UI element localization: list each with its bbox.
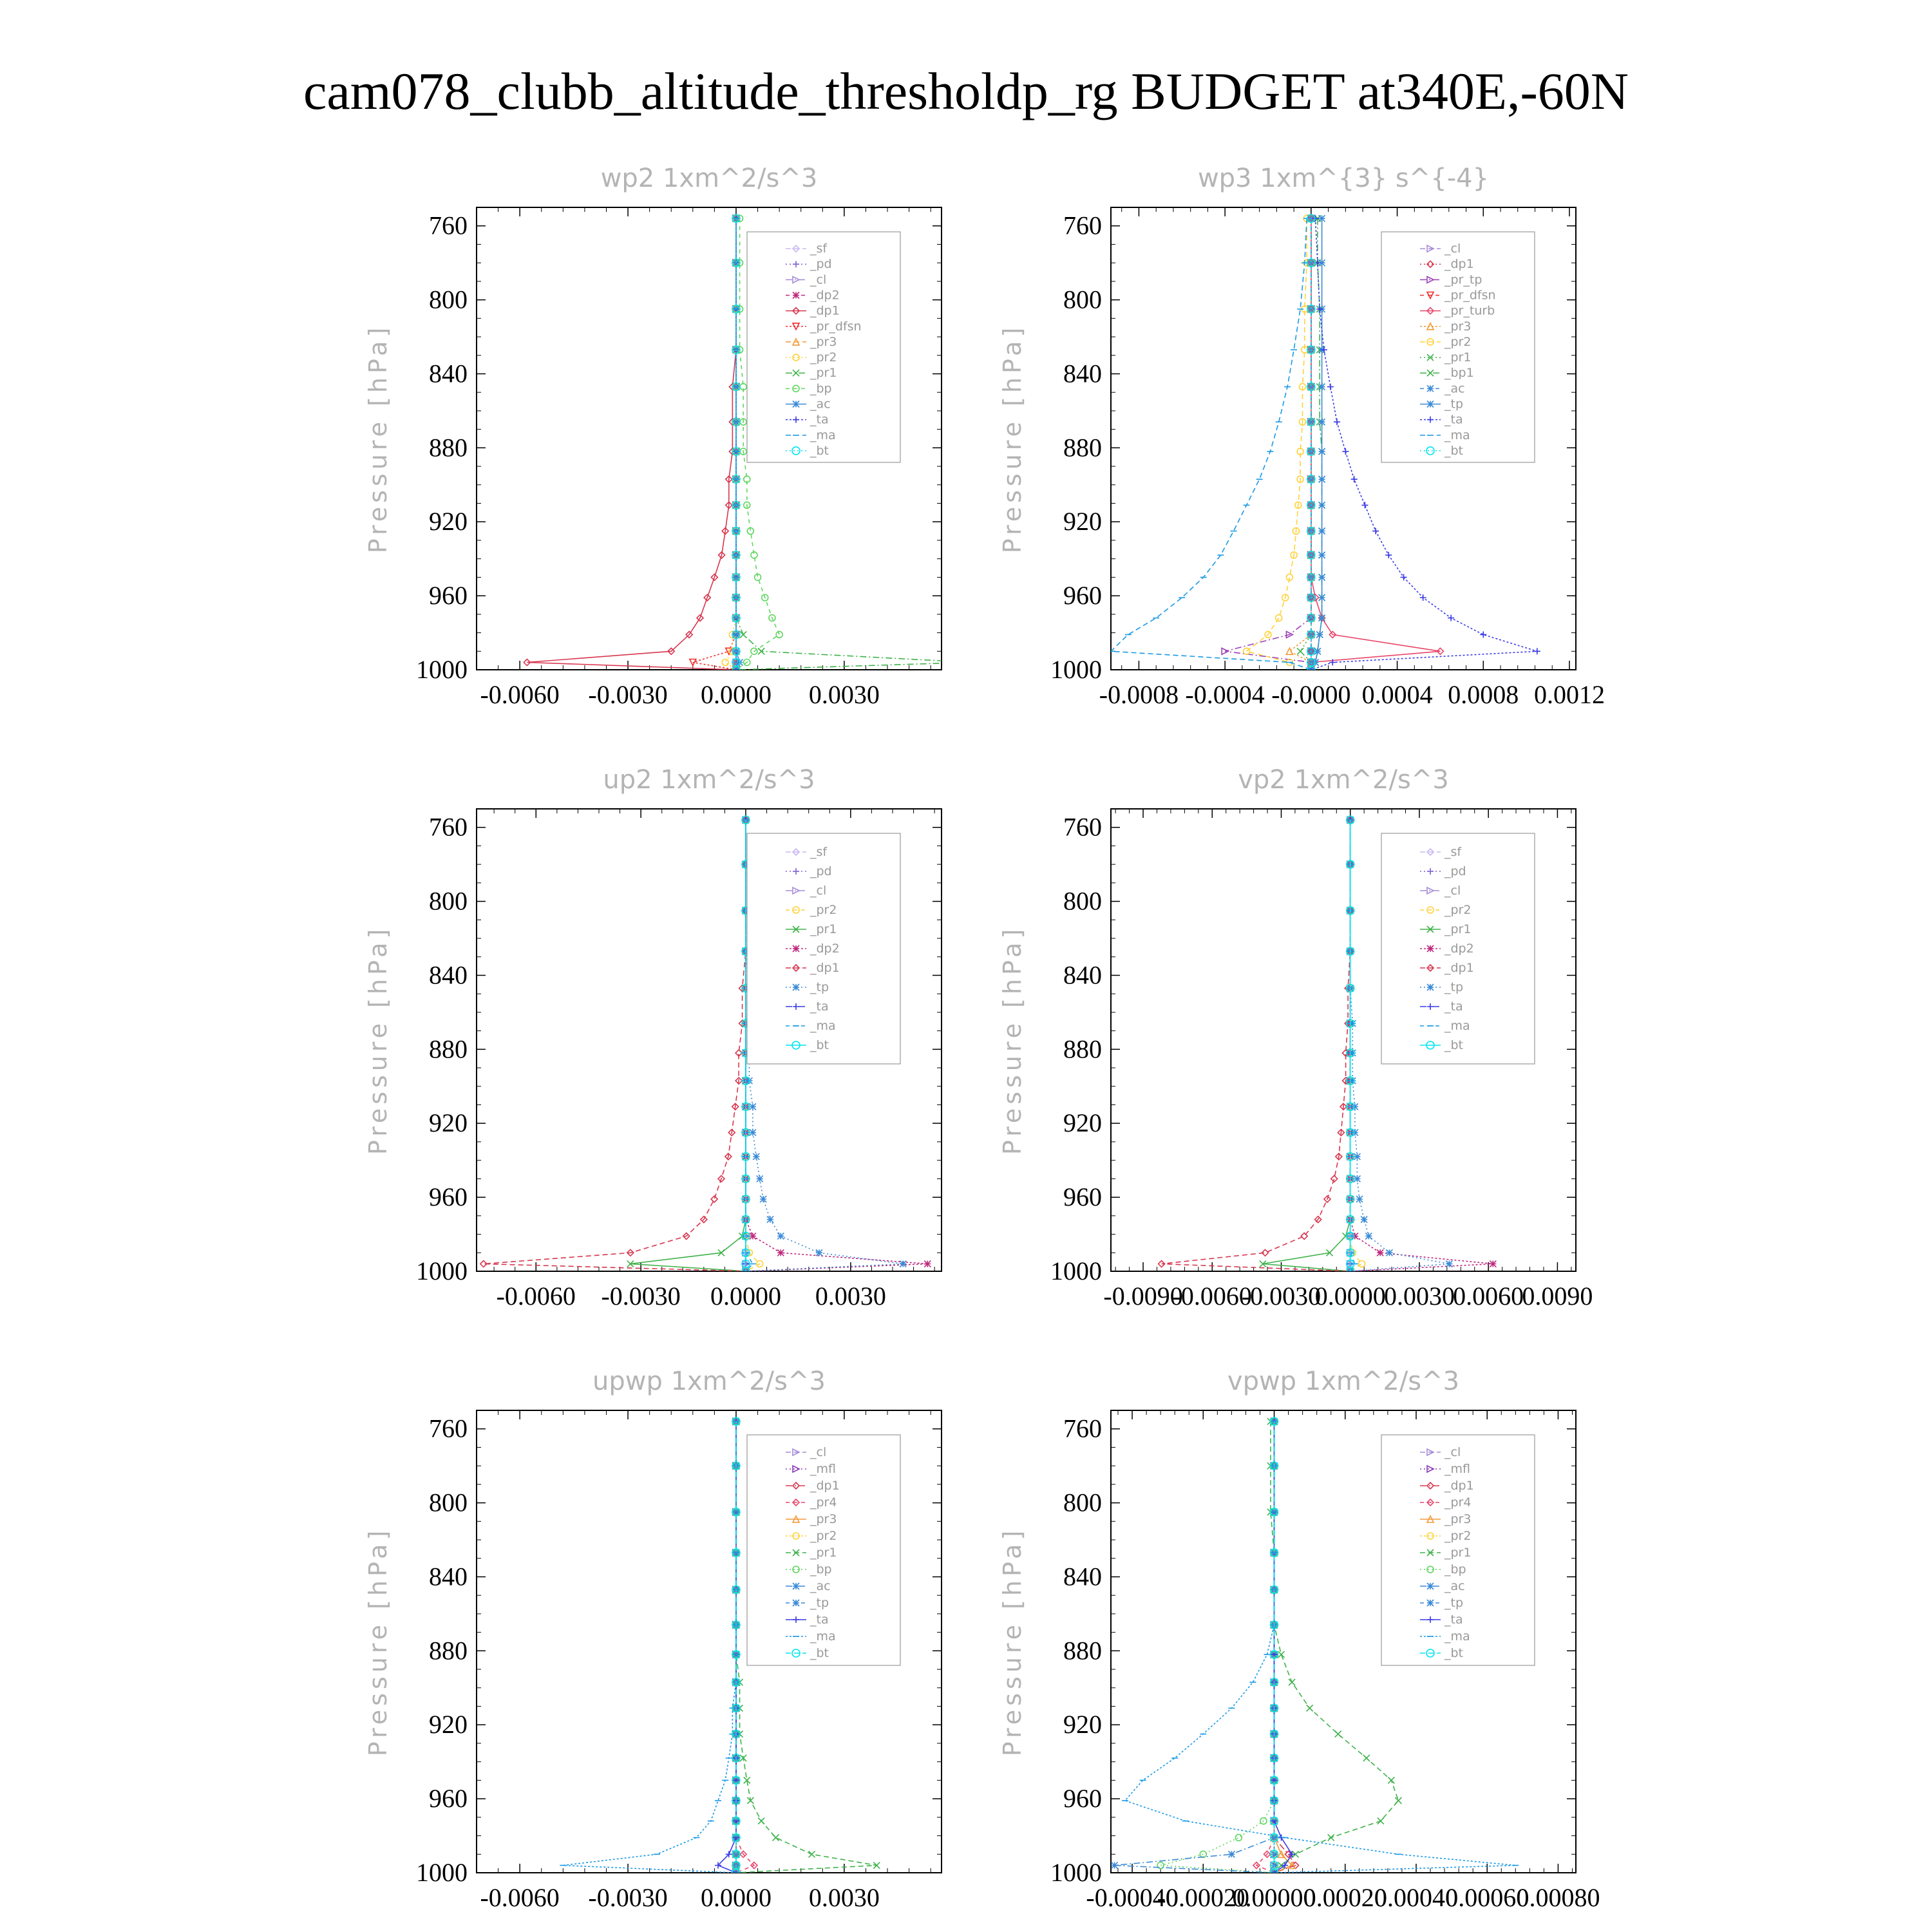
- legend-label: _cl: [1444, 1445, 1461, 1459]
- y-tick-label: 880: [1063, 1034, 1102, 1064]
- y-tick-label: 1000: [416, 655, 468, 684]
- legend-label: _pr2: [1444, 1529, 1472, 1543]
- x-tick-label: -0.0030: [588, 680, 668, 709]
- data-point: [776, 631, 782, 638]
- data-point: [711, 1196, 717, 1202]
- y-tick-label: 920: [1063, 507, 1102, 536]
- series-line-ta: [718, 1421, 736, 1873]
- y-tick-label: 840: [429, 960, 468, 990]
- x-tick-label: -0.0030: [588, 1883, 668, 1912]
- legend: [1381, 232, 1535, 462]
- x-tick-label: -0.0030: [601, 1282, 681, 1311]
- y-tick-label: 880: [429, 1034, 468, 1064]
- legend-label: _ma: [810, 428, 836, 442]
- y-axis-label: Pressure [hPa]: [998, 1526, 1027, 1757]
- legend-label: _pd: [810, 864, 832, 878]
- y-tick-label: 760: [429, 211, 468, 240]
- data-point: [777, 1249, 784, 1256]
- data-point: [760, 1196, 766, 1202]
- y-tick-label: 800: [1063, 285, 1102, 314]
- y-tick-label: 1000: [1050, 1256, 1102, 1285]
- y-axis-label: Pressure [hPa]: [364, 925, 392, 1155]
- y-tick-label: 1000: [1050, 1858, 1102, 1887]
- data-point: [809, 1851, 815, 1857]
- y-axis-label: Pressure [hPa]: [998, 323, 1027, 554]
- legend-label: _ac: [810, 397, 831, 412]
- data-point: [1319, 502, 1325, 508]
- y-tick-label: 760: [1063, 812, 1102, 842]
- series-line-ta: [1274, 1421, 1293, 1873]
- legend-label: _cl: [810, 884, 827, 898]
- y-tick-label: 840: [1063, 960, 1102, 990]
- panel-title: up2 1xm^2/s^3: [603, 765, 815, 795]
- data-point: [1385, 552, 1392, 558]
- legend-marker: [793, 292, 799, 299]
- data-point: [1327, 384, 1334, 390]
- data-point: [750, 1233, 756, 1239]
- legend-label: _pr1: [1444, 1546, 1472, 1560]
- y-tick-label: 920: [429, 1108, 468, 1138]
- data-point: [1377, 1249, 1383, 1256]
- panel-3: [364, 765, 942, 1311]
- data-point: [1446, 1261, 1452, 1267]
- legend-label: _dp2: [810, 942, 840, 956]
- legend-label: _bp: [1444, 1562, 1466, 1577]
- legend-marker: [793, 1600, 799, 1606]
- legend-label: _pr2: [810, 1529, 837, 1543]
- data-point: [1401, 574, 1407, 580]
- series-line-pr1: [1271, 1421, 1398, 1873]
- data-point: [740, 631, 746, 638]
- legend: [1381, 833, 1535, 1064]
- data-point: [1286, 648, 1293, 654]
- legend-label: _ma: [1444, 428, 1470, 442]
- data-point: [1319, 476, 1325, 482]
- x-tick-label: -0.0060: [1172, 1282, 1252, 1311]
- legend-label: _bt: [810, 1646, 829, 1660]
- data-point: [1278, 1651, 1285, 1658]
- legend-label: _cl: [1444, 242, 1461, 256]
- series-line-dp1: [484, 820, 746, 1271]
- series-line-pr-tp: [1225, 218, 1311, 670]
- x-tick-label: -0.0030: [1241, 1282, 1321, 1311]
- x-tick-label: 0.00000: [1232, 1883, 1316, 1912]
- data-point: [1361, 502, 1368, 508]
- series-line-pr3: [1274, 1421, 1293, 1873]
- data-point: [1354, 1175, 1360, 1182]
- legend-marker: [793, 401, 799, 408]
- data-point: [1308, 615, 1314, 621]
- legend-label: _dp1: [810, 303, 840, 318]
- x-tick-label: -0.0008: [1099, 680, 1179, 709]
- legend-label: _pr_dfsn: [1444, 288, 1496, 303]
- legend-marker: [793, 984, 799, 990]
- data-point: [924, 1261, 931, 1267]
- y-tick-label: 880: [1063, 433, 1102, 462]
- x-tick-label: 0.0008: [1448, 680, 1519, 709]
- data-point: [1534, 648, 1540, 654]
- legend-label: _pr4: [1444, 1495, 1472, 1510]
- y-tick-label: 800: [1063, 886, 1102, 916]
- series-line-pr1: [630, 820, 746, 1271]
- legend: [747, 833, 900, 1064]
- legend-label: _bt: [810, 1038, 829, 1052]
- data-point: [1319, 384, 1325, 390]
- legend-label: _pr1: [810, 1546, 837, 1560]
- panel-6: [998, 1367, 1600, 1912]
- legend-label: _pr2: [810, 903, 837, 917]
- legend-label: _dp1: [1444, 257, 1474, 272]
- data-point: [1372, 528, 1379, 535]
- data-point: [722, 659, 728, 666]
- legend-marker: [1427, 984, 1434, 990]
- y-tick-label: 960: [1063, 1182, 1102, 1212]
- legend-label: _ac: [1444, 1579, 1465, 1593]
- legend: [747, 1435, 900, 1665]
- data-point: [757, 1175, 763, 1182]
- legend-marker: [1427, 945, 1434, 952]
- data-point: [1319, 528, 1325, 535]
- y-tick-label: 840: [1063, 359, 1102, 388]
- legend-label: _sf: [810, 242, 828, 256]
- legend-label: _pr3: [810, 1512, 837, 1526]
- series-line-ma: [563, 1421, 736, 1873]
- x-tick-label: -0.00020: [1157, 1883, 1249, 1912]
- data-point: [1334, 419, 1340, 425]
- data-point: [1228, 1851, 1235, 1857]
- legend: [747, 232, 900, 462]
- data-point: [750, 1103, 756, 1110]
- legend-label: _tp: [1444, 397, 1464, 412]
- legend-label: _bt: [1444, 1038, 1464, 1052]
- data-point: [767, 1217, 773, 1223]
- series-line-ac: [1115, 1421, 1274, 1873]
- legend-label: _sf: [1444, 845, 1462, 859]
- legend-label: _sf: [810, 845, 828, 859]
- y-tick-label: 800: [429, 1488, 468, 1517]
- series-line-pr3: [1289, 218, 1311, 670]
- legend-label: _ta: [1444, 999, 1463, 1014]
- x-tick-label: -0.0090: [1103, 1282, 1183, 1311]
- series-line-dp1: [1274, 1421, 1296, 1873]
- x-tick-label: 0.0004: [1361, 680, 1433, 709]
- x-tick-label: 0.0030: [1383, 1282, 1455, 1311]
- y-tick-label: 840: [429, 1562, 468, 1591]
- legend-marker: [1427, 1583, 1434, 1589]
- x-tick-label: 0.0000: [700, 1883, 772, 1912]
- legend-label: _ma: [1444, 1629, 1470, 1643]
- legend-label: _cl: [1444, 884, 1461, 898]
- data-point: [967, 659, 974, 666]
- data-point: [1378, 1818, 1384, 1824]
- panel-title: upwp 1xm^2/s^3: [592, 1367, 826, 1396]
- data-point: [900, 1261, 906, 1267]
- legend-label: _pr3: [1444, 319, 1472, 334]
- x-tick-label: -0.00040: [1086, 1883, 1179, 1912]
- data-point: [1365, 1233, 1372, 1239]
- x-tick-label: -0.0004: [1185, 680, 1265, 709]
- data-point: [1235, 1834, 1242, 1841]
- data-point: [1395, 1797, 1401, 1804]
- data-point: [1244, 648, 1250, 654]
- y-axis-label: Pressure [hPa]: [364, 323, 392, 554]
- legend-label: _dp1: [810, 961, 840, 975]
- data-point: [1480, 631, 1486, 638]
- data-point: [1354, 1153, 1360, 1160]
- data-point: [773, 1834, 779, 1841]
- y-tick-label: 1000: [1050, 655, 1102, 684]
- legend-label: _bt: [1444, 1646, 1464, 1660]
- legend-label: _dp1: [1444, 1479, 1474, 1493]
- legend-label: _bt: [1444, 443, 1464, 458]
- series-line-pr2: [1350, 820, 1362, 1271]
- legend-label: _pr3: [810, 334, 837, 349]
- data-point: [1308, 346, 1314, 353]
- legend-label: _pr_tp: [1444, 272, 1482, 287]
- panel-title: wp2 1xm^2/s^3: [600, 164, 818, 193]
- legend-label: _pr2: [1444, 903, 1472, 917]
- figure-title: cam078_clubb_altitude_thresholdp_rg BUDGET at340E,-60N: [303, 62, 1629, 120]
- data-point: [1361, 1217, 1367, 1223]
- panel-title: vpwp 1xm^2/s^3: [1227, 1367, 1460, 1396]
- data-point: [1319, 552, 1325, 558]
- data-point: [1490, 1261, 1496, 1267]
- panel-5: [364, 1367, 942, 1912]
- data-point: [1328, 1834, 1334, 1841]
- data-point: [1297, 648, 1303, 654]
- y-tick-label: 840: [429, 359, 468, 388]
- y-tick-label: 760: [429, 1414, 468, 1443]
- data-point: [1319, 215, 1325, 222]
- legend-label: _ma: [810, 1629, 836, 1643]
- data-point: [1342, 448, 1349, 455]
- x-tick-label: 0.00060: [1445, 1883, 1530, 1912]
- legend-label: _tp: [810, 1596, 829, 1610]
- legend-label: _dp1: [810, 1479, 840, 1493]
- legend-label: _pr2: [1444, 334, 1472, 349]
- legend-label: _pr2: [810, 350, 837, 365]
- series-line-pr1: [1263, 820, 1350, 1271]
- legend-label: _pd: [810, 257, 832, 272]
- series-line-ac: [736, 218, 740, 670]
- legend-label: _dp2: [1444, 942, 1474, 956]
- panel-title: wp3 1xm^{3} s^{-4}: [1197, 164, 1490, 193]
- data-point: [753, 1153, 759, 1160]
- x-tick-label: 0.0060: [1453, 1282, 1524, 1311]
- legend-label: _pr4: [810, 1495, 837, 1510]
- x-tick-label: 0.0030: [815, 1282, 886, 1311]
- legend-label: _cl: [810, 272, 827, 287]
- y-tick-label: 800: [429, 886, 468, 916]
- x-tick-label: 0.0090: [1522, 1282, 1593, 1311]
- x-tick-label: -0.0060: [496, 1282, 576, 1311]
- legend-label: _tp: [1444, 1596, 1464, 1610]
- legend-marker: [1427, 401, 1434, 408]
- data-point: [1319, 615, 1325, 621]
- legend-label: _ta: [810, 1613, 829, 1627]
- legend-label: _bp: [810, 1562, 832, 1577]
- x-tick-label: 0.0000: [700, 680, 772, 709]
- y-tick-label: 760: [1063, 211, 1102, 240]
- y-tick-label: 960: [429, 1784, 468, 1814]
- legend-marker: [793, 1583, 799, 1589]
- series-line-dp1: [1162, 820, 1350, 1271]
- legend-label: _ta: [1444, 412, 1463, 427]
- data-point: [1359, 1261, 1365, 1267]
- series-line-ma: [1350, 820, 1355, 1271]
- data-point: [1335, 1731, 1341, 1738]
- data-point: [758, 1818, 764, 1824]
- y-axis-label: Pressure [hPa]: [364, 1526, 392, 1757]
- x-tick-label: -0.0000: [1271, 680, 1351, 709]
- legend-marker: [1427, 1600, 1434, 1606]
- data-point: [1356, 1196, 1363, 1202]
- y-tick-label: 760: [429, 812, 468, 842]
- x-tick-label: 0.00040: [1374, 1883, 1458, 1912]
- x-tick-label: 0.0030: [808, 680, 880, 709]
- y-tick-label: 1000: [416, 1858, 468, 1887]
- y-tick-label: 1000: [416, 1256, 468, 1285]
- y-tick-label: 800: [429, 285, 468, 314]
- legend-label: _pd: [1444, 864, 1466, 878]
- data-point: [1388, 1777, 1394, 1783]
- y-tick-label: 880: [1063, 1636, 1102, 1665]
- y-tick-label: 960: [1063, 1784, 1102, 1814]
- panel-1: [364, 164, 974, 709]
- series-line-pr-dfsn: [693, 218, 736, 670]
- legend-label: _mfl: [1444, 1462, 1470, 1476]
- y-tick-label: 920: [429, 507, 468, 536]
- data-point: [1363, 1755, 1370, 1761]
- legend-label: _tp: [1444, 980, 1464, 994]
- y-tick-label: 880: [429, 1636, 468, 1665]
- data-point: [1307, 1705, 1313, 1711]
- legend-label: _pr3: [1444, 1512, 1472, 1526]
- legend-marker: [793, 945, 799, 952]
- legend-label: _pr_dfsn: [810, 319, 862, 334]
- data-point: [816, 1249, 822, 1256]
- y-tick-label: 920: [1063, 1108, 1102, 1138]
- series-line-ma: [1111, 218, 1311, 670]
- legend-label: _ac: [1444, 381, 1465, 396]
- legend-label: _ac: [810, 1579, 831, 1593]
- legend-label: _dp1: [1444, 961, 1474, 975]
- y-tick-label: 760: [1063, 1414, 1102, 1443]
- legend-label: _pr1: [1444, 922, 1472, 936]
- legend-label: _bt: [810, 443, 829, 458]
- y-tick-label: 960: [429, 581, 468, 611]
- x-tick-label: 0.0000: [710, 1282, 781, 1311]
- x-tick-label: -0.0060: [480, 1883, 560, 1912]
- legend-label: _ta: [810, 999, 829, 1014]
- legend: [1381, 1435, 1535, 1665]
- data-point: [1319, 448, 1325, 455]
- legend-label: _ma: [1444, 1019, 1470, 1033]
- legend-label: _pr_turb: [1444, 303, 1495, 318]
- y-tick-label: 880: [429, 433, 468, 462]
- series-line-pr4: [1256, 1421, 1274, 1873]
- legend-label: _cl: [810, 1445, 827, 1459]
- legend-label: _tp: [810, 980, 829, 994]
- y-tick-label: 800: [1063, 1488, 1102, 1517]
- x-tick-label: 0.0000: [1314, 1282, 1386, 1311]
- data-point: [1351, 476, 1358, 482]
- legend-marker: [1427, 385, 1434, 392]
- legend-label: _pr1: [810, 366, 837, 381]
- legend-label: _pr1: [1444, 350, 1472, 365]
- legend-label: _mfl: [810, 1462, 836, 1476]
- legend-label: _bp1: [1444, 366, 1474, 381]
- legend-label: _ta: [1444, 1613, 1463, 1627]
- legend-label: _bp: [810, 381, 832, 396]
- data-point: [1316, 631, 1323, 638]
- y-tick-label: 920: [429, 1710, 468, 1739]
- data-point: [777, 1233, 784, 1239]
- panel-2: [998, 164, 1605, 709]
- data-point: [1289, 1679, 1295, 1685]
- y-tick-label: 960: [1063, 581, 1102, 611]
- data-point: [1319, 419, 1325, 425]
- legend-label: _pr1: [810, 922, 837, 936]
- data-point: [750, 1130, 756, 1136]
- legend-label: _ma: [810, 1019, 836, 1033]
- legend-label: _dp2: [810, 288, 840, 303]
- y-tick-label: 960: [429, 1182, 468, 1212]
- legend-label: _ta: [810, 412, 829, 427]
- x-tick-label: -0.0060: [480, 680, 560, 709]
- y-tick-label: 840: [1063, 1562, 1102, 1591]
- data-point: [1386, 1249, 1392, 1256]
- x-tick-label: 0.00080: [1516, 1883, 1600, 1912]
- x-tick-label: 0.0012: [1533, 680, 1605, 709]
- data-point: [1331, 1175, 1338, 1182]
- y-axis-label: Pressure [hPa]: [998, 925, 1027, 1155]
- x-tick-label: 0.0030: [808, 1883, 880, 1912]
- panel-4: [998, 765, 1593, 1311]
- data-point: [1112, 1862, 1118, 1869]
- data-point: [758, 648, 764, 654]
- series-line-bp: [1160, 1421, 1274, 1873]
- panel-title: vp2 1xm^2/s^3: [1238, 765, 1449, 795]
- data-point: [1319, 594, 1325, 601]
- y-tick-label: 920: [1063, 1710, 1102, 1739]
- series-line-dp1: [527, 218, 736, 670]
- x-tick-label: 0.00020: [1303, 1883, 1387, 1912]
- series-line-pr2: [1247, 218, 1311, 670]
- series-line-pr2: [725, 218, 736, 670]
- data-point: [1319, 574, 1325, 580]
